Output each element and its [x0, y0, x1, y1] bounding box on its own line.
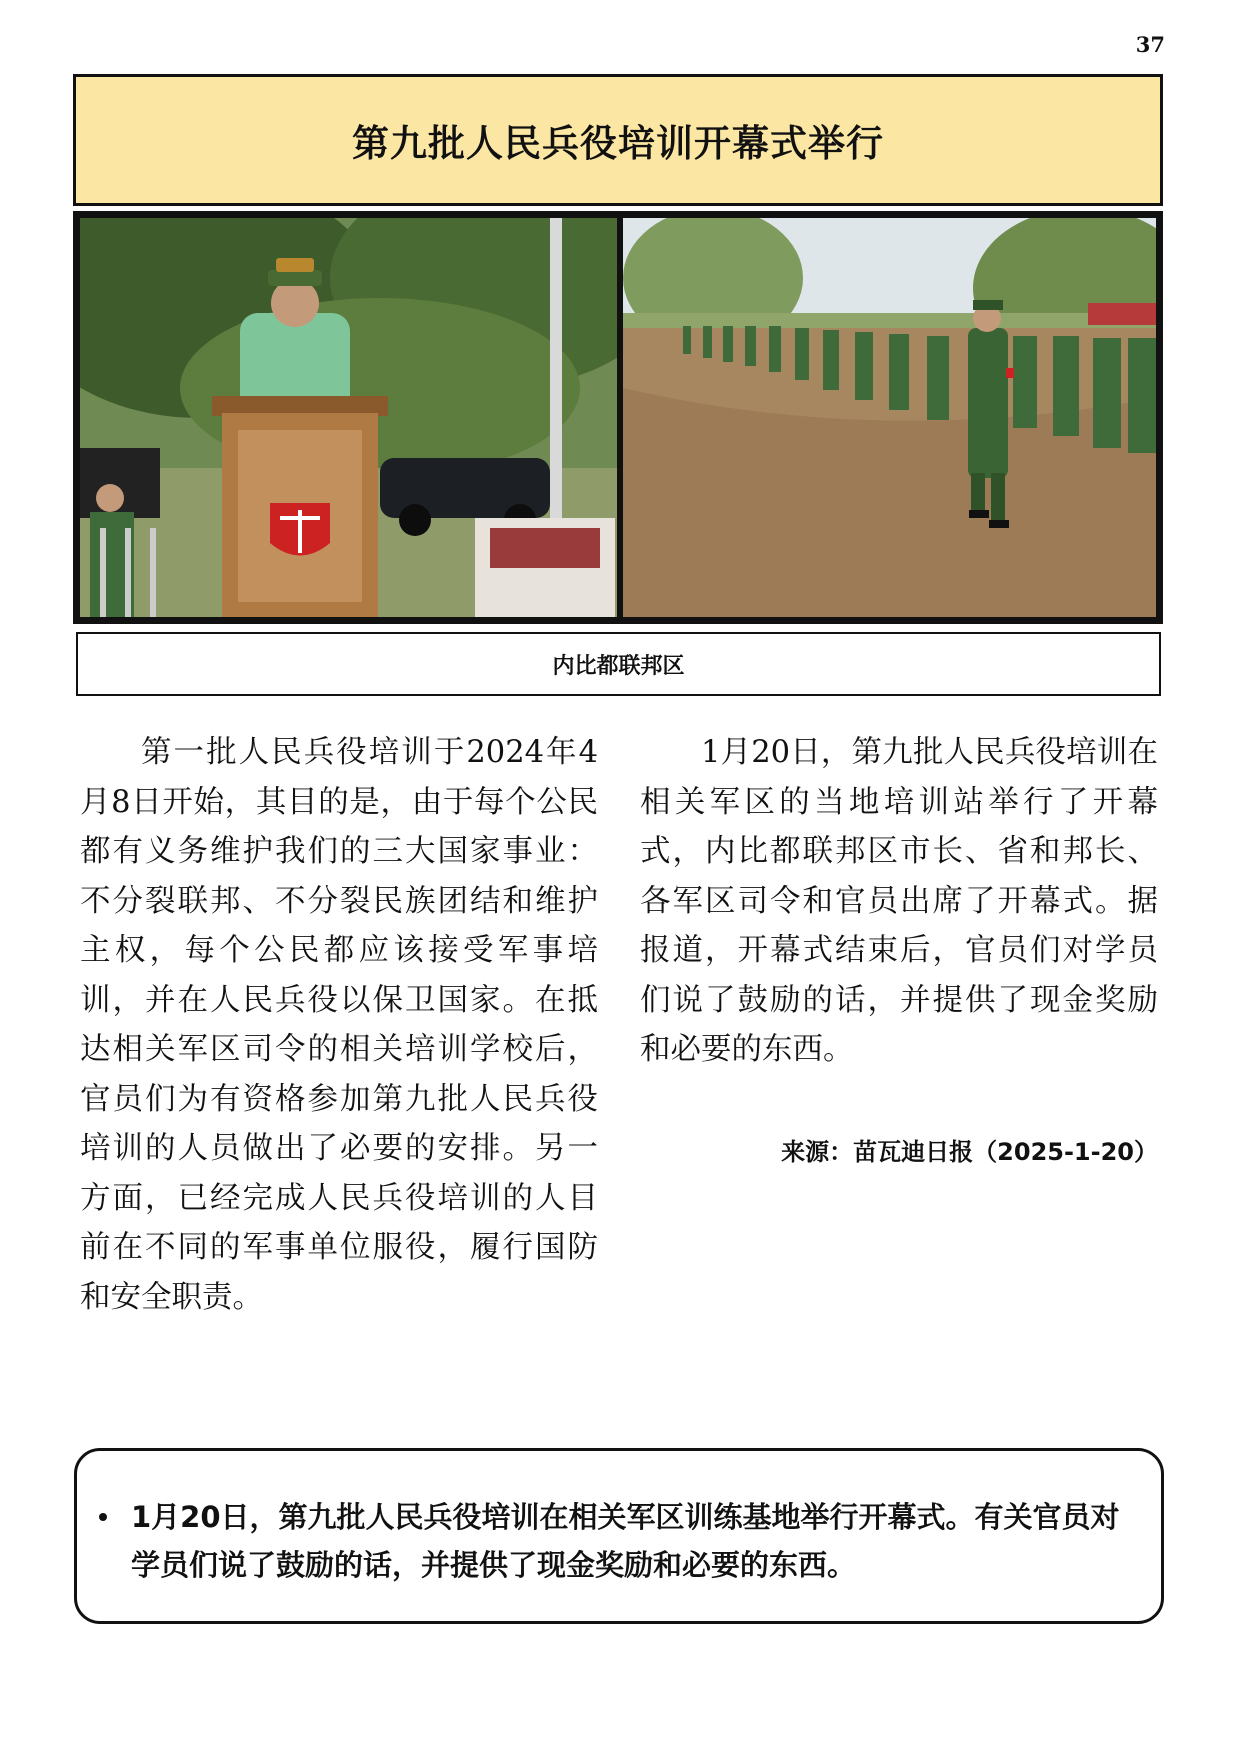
- summary-text: 1月20日，第九批人民兵役培训在相关军区训练基地举行开幕式。有关官员对学员们说了鼓励的话，并提供了现金奖励和必要的东西。: [131, 1500, 1120, 1582]
- page-number: 37: [1135, 32, 1165, 57]
- photo-caption-box: [76, 632, 1161, 696]
- article-right-paragraph: 1月20日，第九批人民兵役培训在相关军区的当地培训站举行了开幕式，内比都联邦区市长、省和邦长、各军区司令和官员出席了开幕式。据报道，开幕式结束后，官员们对学员们说了鼓励的话，并提供了现金奖励和必要的东西。: [640, 735, 1158, 1067]
- photo-formation: [623, 218, 1156, 617]
- article-source: 来源：苗瓦迪日报（2025-1-20）: [781, 1138, 1158, 1166]
- title-banner: [73, 74, 1163, 206]
- page-title: 第九批人民兵役培训开幕式举行: [352, 122, 884, 165]
- photo-caption: 内比都联邦区: [552, 653, 685, 679]
- photo-frame: [73, 211, 1163, 624]
- formation-photo-image: [623, 218, 1156, 617]
- bullet-icon: [99, 1513, 107, 1521]
- photo-speaker: [80, 218, 617, 617]
- article-left-paragraph: 第一批人民兵役培训于2024年4月8日开始，其目的是，由于每个公民都有义务维护我们的三大国家事业：不分裂联邦、不分裂民族团结和维护主权，每个公民都应该接受军事培训，并在人民兵役以保卫国家。在抵达相关军区司令的相关培训学校后，官员们为有资格参加第九批人民兵役培训的人员做出了必要的安排。另一方面，已经完成人民兵役培训的人目前在不同的军事单位服役，履行国防和安全职责。: [80, 735, 598, 1315]
- summary-box: [74, 1448, 1164, 1624]
- speaker-photo-image: [80, 218, 617, 617]
